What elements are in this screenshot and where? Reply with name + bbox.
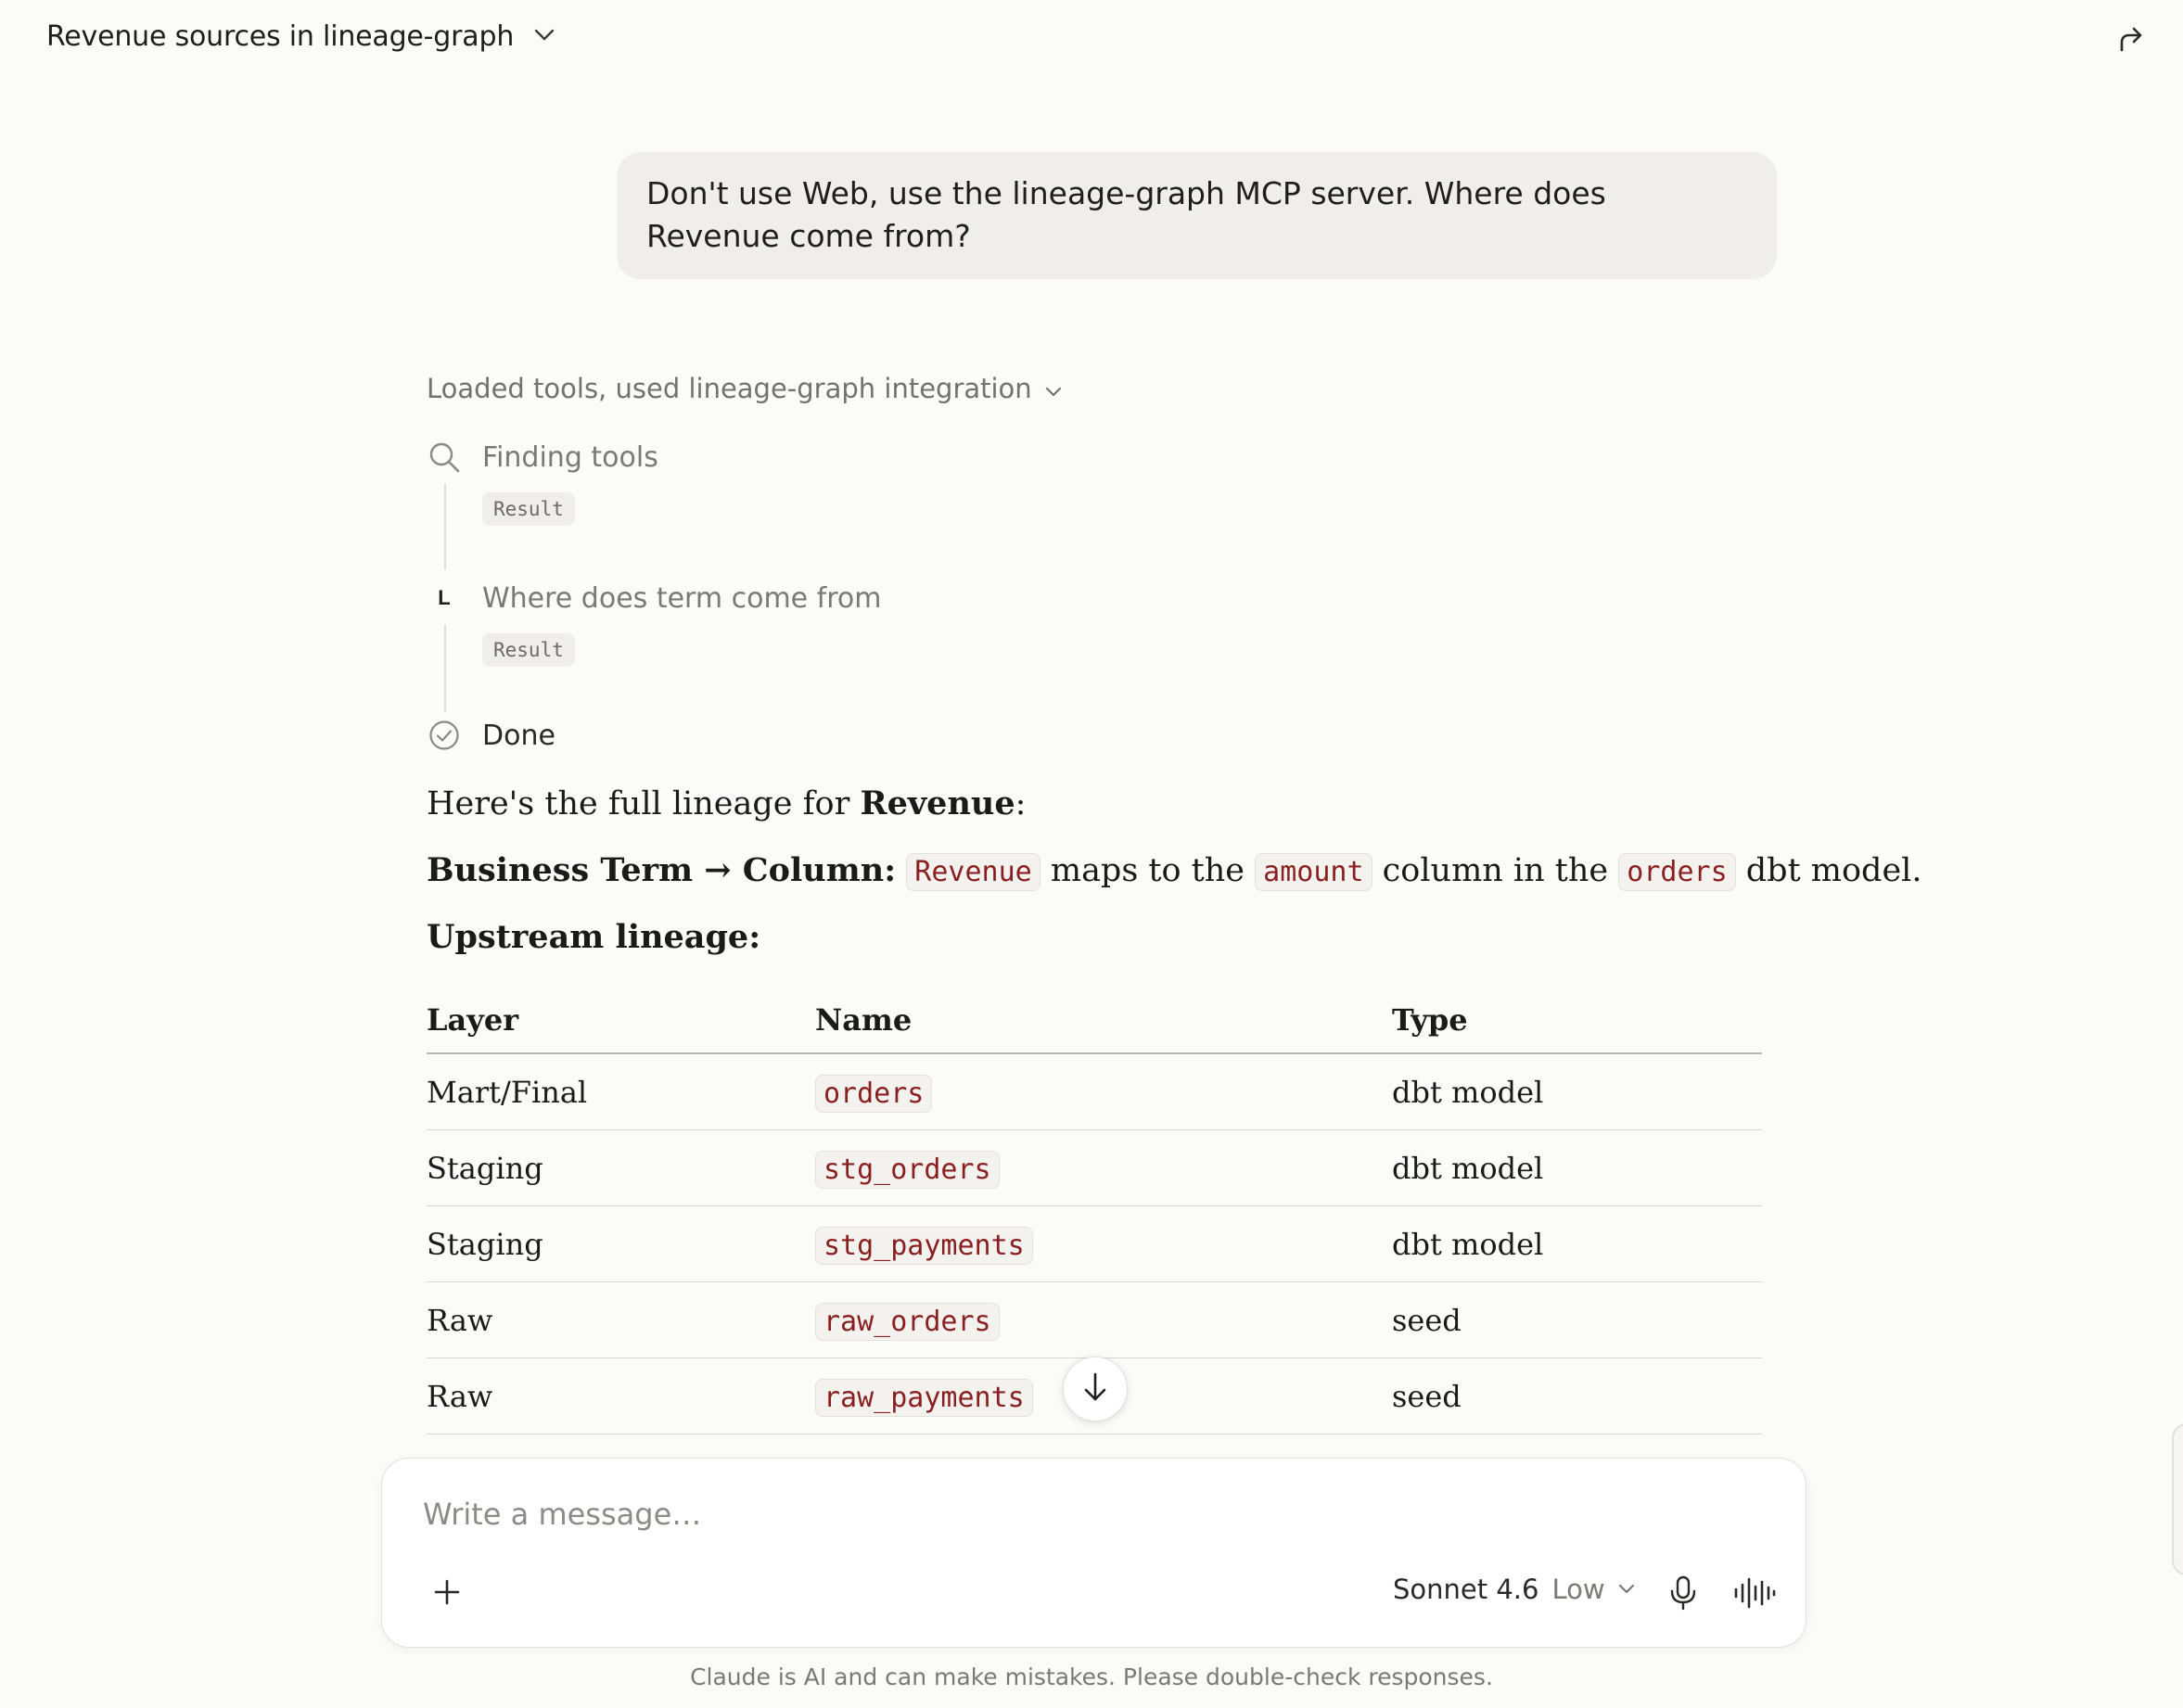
response-mapping bbox=[427, 851, 1921, 889]
cell-name bbox=[815, 1282, 1392, 1358]
top-bar bbox=[0, 0, 2183, 83]
code-name: stg_payments bbox=[815, 1227, 1033, 1265]
step-connector bbox=[444, 484, 446, 569]
result-chip[interactable]: Result bbox=[482, 633, 575, 667]
conversation-title-dropdown[interactable] bbox=[46, 20, 555, 53]
code-model: orders bbox=[1618, 853, 1735, 891]
model-effort: Low bbox=[1551, 1574, 1605, 1605]
cell-layer: Mart/Final bbox=[427, 1053, 815, 1130]
cell-type: dbt model bbox=[1392, 1130, 1762, 1206]
intro-text: Here's the full lineage for bbox=[427, 785, 861, 822]
arrow-down-icon bbox=[1081, 1371, 1109, 1407]
mapping-heading: Business Term → Column: bbox=[427, 851, 897, 889]
result-chip[interactable]: Result bbox=[482, 492, 575, 526]
tool-step-finding-tools[interactable] bbox=[427, 440, 658, 475]
response-intro bbox=[427, 784, 1026, 822]
mapping-text: dbt model. bbox=[1745, 852, 1922, 889]
cell-name bbox=[815, 1206, 1392, 1282]
tool-step-done bbox=[427, 718, 555, 753]
code-column: amount bbox=[1255, 853, 1372, 891]
column-header-layer: Layer bbox=[427, 988, 815, 1053]
table-row bbox=[427, 1130, 1762, 1206]
cell-layer: Raw bbox=[427, 1282, 815, 1358]
disclaimer-text: Claude is AI and can make mistakes. Please double-check responses. bbox=[690, 1663, 1493, 1690]
cell-type: dbt model bbox=[1392, 1053, 1762, 1130]
model-name: Sonnet 4.6 bbox=[1393, 1574, 1539, 1605]
voice-mode-button[interactable] bbox=[1729, 1570, 1781, 1616]
mapping-text: column in the bbox=[1382, 852, 1609, 889]
code-name: stg_orders bbox=[815, 1151, 1000, 1189]
table-row bbox=[427, 1282, 1762, 1358]
cell-layer: Raw bbox=[427, 1358, 815, 1434]
tool-step-label: Done bbox=[482, 719, 555, 752]
microphone-icon bbox=[1669, 1575, 1697, 1611]
upstream-heading-text: Upstream lineage: bbox=[427, 918, 761, 956]
add-attachment-button[interactable] bbox=[427, 1572, 467, 1612]
message-composer bbox=[381, 1458, 1806, 1648]
tool-step-label: Finding tools bbox=[482, 440, 658, 474]
code-name: raw_orders bbox=[815, 1303, 1000, 1341]
tool-activity-toggle[interactable] bbox=[427, 373, 1062, 404]
step-connector bbox=[444, 625, 446, 712]
message-input[interactable] bbox=[421, 1490, 1723, 1538]
microphone-button[interactable] bbox=[1660, 1570, 1706, 1616]
intro-suffix: : bbox=[1015, 785, 1027, 822]
waveform-icon bbox=[1733, 1576, 1776, 1610]
code-name: orders bbox=[815, 1075, 932, 1113]
chevron-down-icon bbox=[534, 28, 555, 45]
code-term: Revenue bbox=[906, 853, 1040, 891]
upstream-heading bbox=[427, 918, 760, 956]
cell-type: dbt model bbox=[1392, 1206, 1762, 1282]
scroll-to-bottom-button[interactable] bbox=[1063, 1357, 1128, 1421]
table-row bbox=[427, 1206, 1762, 1282]
column-header-type: Type bbox=[1392, 988, 1762, 1053]
chevron-down-icon bbox=[1045, 373, 1062, 404]
mapping-text: maps to the bbox=[1050, 852, 1245, 889]
table-row bbox=[427, 1053, 1762, 1130]
share-icon[interactable] bbox=[2114, 22, 2148, 56]
lineage-graph-icon: L bbox=[438, 586, 451, 609]
tool-step-label: Where does term come from bbox=[482, 581, 882, 615]
plus-icon bbox=[434, 1579, 460, 1605]
user-message-bubble: Don't use Web, use the lineage-graph MCP server. Where does Revenue come from? bbox=[617, 152, 1777, 279]
tool-step-where-term[interactable] bbox=[427, 580, 882, 616]
tool-activity-summary: Loaded tools, used lineage-graph integration bbox=[427, 373, 1032, 404]
code-name: raw_payments bbox=[815, 1379, 1033, 1417]
side-panel-handle[interactable] bbox=[2172, 1423, 2183, 1575]
table-header-row bbox=[427, 988, 1762, 1053]
model-selector[interactable] bbox=[1393, 1574, 1635, 1605]
conversation-title: Revenue sources in lineage-graph bbox=[46, 20, 515, 53]
cell-layer: Staging bbox=[427, 1130, 815, 1206]
cell-name bbox=[815, 1053, 1392, 1130]
cell-type: seed bbox=[1392, 1358, 1762, 1434]
cell-type: seed bbox=[1392, 1282, 1762, 1358]
cell-layer: Staging bbox=[427, 1206, 815, 1282]
cell-name bbox=[815, 1130, 1392, 1206]
intro-term: Revenue bbox=[860, 784, 1015, 822]
column-header-name: Name bbox=[815, 988, 1392, 1053]
search-icon bbox=[427, 440, 462, 475]
check-circle-icon bbox=[427, 718, 462, 753]
chevron-down-icon bbox=[1618, 1581, 1635, 1599]
